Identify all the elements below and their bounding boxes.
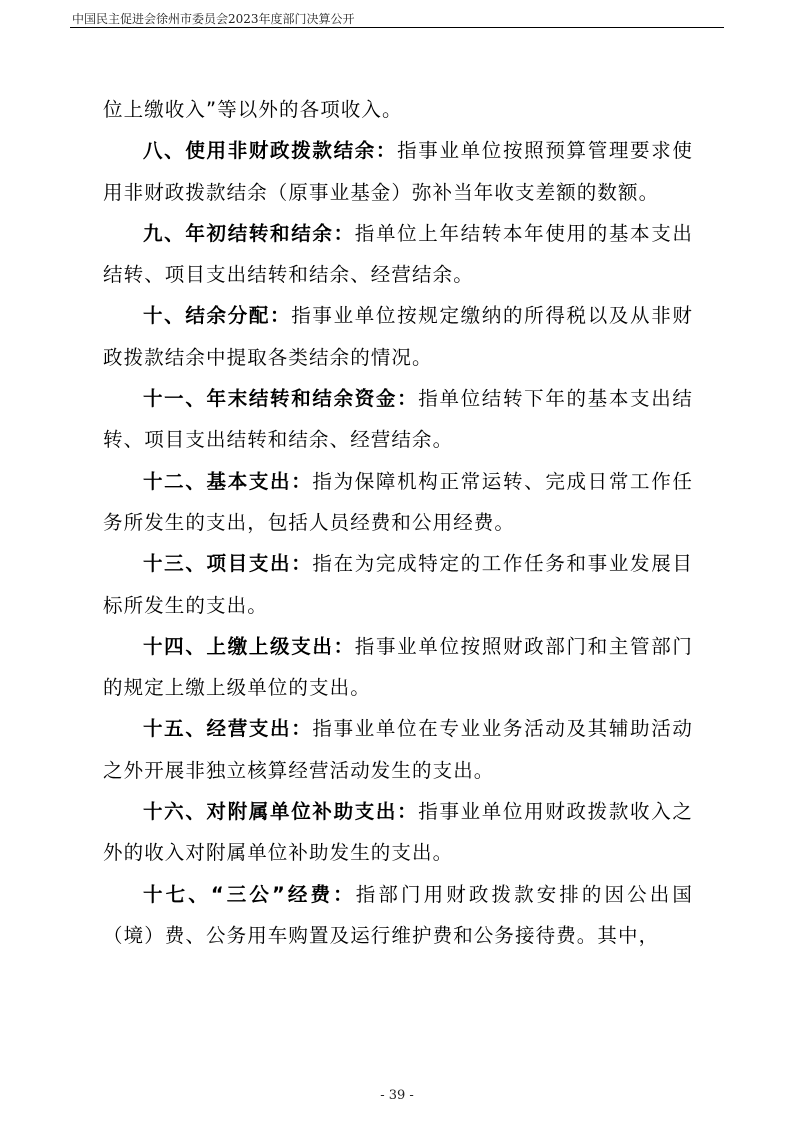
definition-term: 九、年初结转和结余： (143, 221, 355, 245)
definition-term: 十六、对附属单位补助支出： (143, 800, 419, 824)
definition-term: 十三、项目支出： (143, 552, 313, 576)
definition-text: 指在为完成特定的工作任务和事业发展目标所发生的支出。 (103, 552, 693, 617)
definition-paragraph-15 (103, 708, 693, 791)
definition-text: 指事业单位按照预算管理要求使用非财政拨款结余（原事业基金）弥补当年收支差额的数额。 (103, 139, 693, 204)
definition-text: 指单位结转下年的基本支出结转、项目支出结转和结余、经营结余。 (103, 387, 693, 452)
definition-paragraph-11 (103, 378, 693, 461)
definition-paragraph-10 (103, 295, 693, 378)
definition-term: 十四、上缴上级支出： (143, 634, 355, 658)
definition-paragraph-13 (103, 543, 693, 626)
definition-term: 八、使用非财政拨款结余： (143, 139, 398, 163)
header-divider (70, 27, 724, 28)
definition-paragraph-8 (103, 130, 693, 213)
definition-paragraph-16 (103, 791, 693, 874)
definition-paragraph-12 (103, 461, 693, 544)
definition-term: 十、结余分配： (143, 304, 292, 328)
definition-text: 指部门用财政拨款安排的因公出国（境）费、公务用车购置及运行维护费和公务接待费。其中， (103, 882, 693, 947)
page-number: - 39 - (380, 1088, 414, 1103)
definition-text: 指事业单位按规定缴纳的所得税以及从非财政拨款结余中提取各类结余的情况。 (103, 304, 693, 369)
definition-term: 十二、基本支出： (143, 469, 313, 493)
continuation-paragraph: 位上缴收入”等以外的各项收入。 (103, 98, 403, 121)
definition-text: 指为保障机构正常运转、完成日常工作任务所发生的支出，包括人员经费和公用经费。 (103, 469, 693, 534)
definition-text: 指事业单位按照财政部门和主管部门的规定上缴上级单位的支出。 (103, 634, 693, 700)
running-header: 中国民主促进会徐州市委员会2023年度部门决算公开 (72, 12, 355, 26)
definition-text: 指事业单位在专业业务活动及其辅助活动之外开展非独立核算经营活动发生的支出。 (103, 717, 693, 782)
definition-paragraph-9 (103, 213, 693, 296)
definition-term: 十七、“三公”经费： (143, 882, 356, 906)
document-body (103, 89, 693, 956)
definition-term: 十五、经营支出： (143, 717, 313, 741)
definition-text: 指事业单位用财政拨款收入之外的收入对附属单位补助发生的支出。 (103, 800, 693, 865)
definition-term: 十一、年末结转和结余资金： (143, 387, 419, 411)
definition-text: 指单位上年结转本年使用的基本支出结转、项目支出结转和结余、经营结余。 (103, 221, 693, 287)
definition-paragraph-17 (103, 874, 693, 957)
definition-paragraph-14 (103, 626, 693, 709)
